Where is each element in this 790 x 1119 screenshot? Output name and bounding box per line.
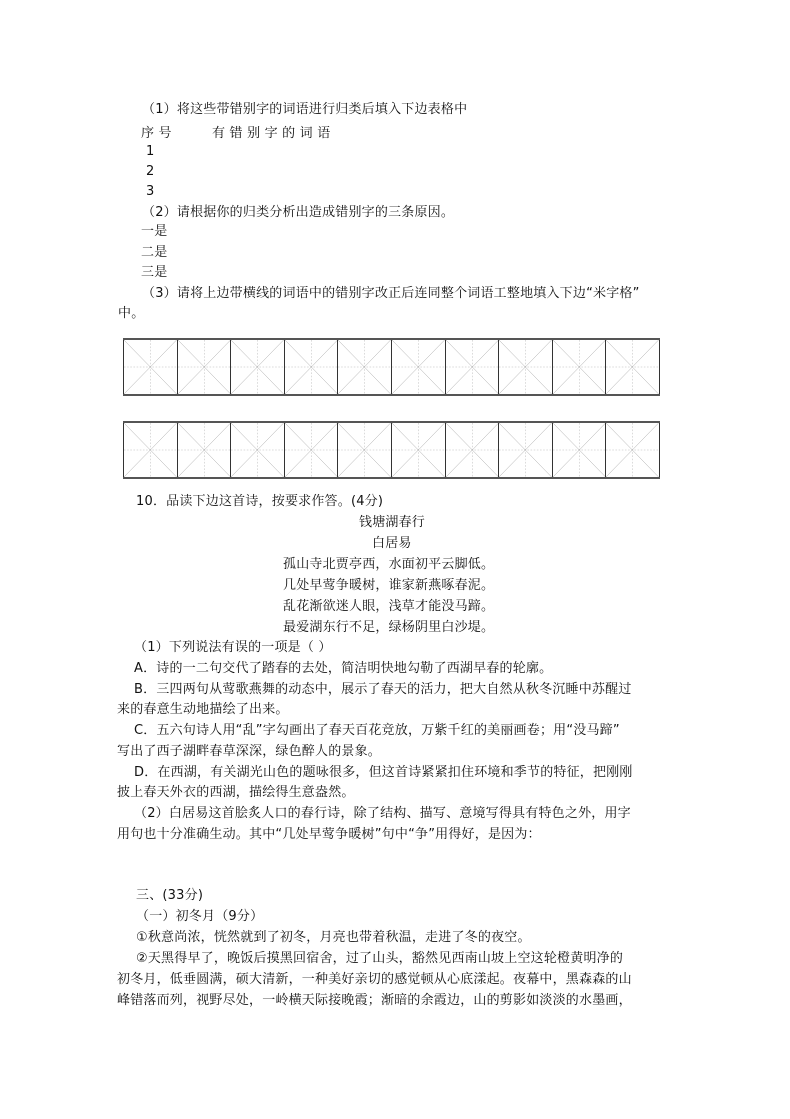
section-3-subheading: （一）初冬月（9分） xyxy=(136,909,264,924)
table-row-2: 2 xyxy=(146,164,155,179)
mizige-cell[interactable] xyxy=(337,423,391,477)
mizige-cell[interactable] xyxy=(552,340,606,394)
paragraph-2-line-2: 初冬月，低垂圆满，硕大清新，一种美好亲切的感觉顿从心底漾起。夜幕中，黑森森的山 xyxy=(117,972,632,987)
mizige-cell[interactable] xyxy=(177,340,231,394)
option-d-line-2: 披上春天外衣的西湖，描绘得生意盎然。 xyxy=(117,785,355,800)
mizige-cell[interactable] xyxy=(177,423,231,477)
poem-line-2: 几处早莺争暖树，谁家新燕啄春泥。 xyxy=(283,578,495,593)
option-a: A．诗的一二句交代了踏春的去处，简洁明快地勾勒了西湖早春的轮廓。 xyxy=(134,661,553,676)
question-3-line-1: （3）请将上边带横线的词语中的错别字改正后连同整个词语工整地填入下边“米字格” xyxy=(142,286,640,301)
question-1-text: （1）将这些带错别字的词语进行归类后填入下边表格中 xyxy=(142,102,468,117)
mizige-cell[interactable] xyxy=(284,423,338,477)
paragraph-1: ①秋意尚浓，恍然就到了初冬，月亮也带着秋温，走进了冬的夜空。 xyxy=(136,930,531,945)
mizige-cell[interactable] xyxy=(123,340,177,394)
mizige-cell[interactable] xyxy=(337,340,391,394)
poem-title: 钱塘湖春行 xyxy=(359,515,426,530)
mizige-cell[interactable] xyxy=(552,423,606,477)
reason-3: 三是 xyxy=(141,265,168,280)
option-b-line-1: B．三四两句从莺歌燕舞的动态中，展示了春天的活力，把大自然从秋冬沉睡中苏醒过 xyxy=(134,682,632,697)
question-2-text: （2）请根据你的归类分析出造成错别字的三条原因。 xyxy=(142,205,455,220)
mizige-cell[interactable] xyxy=(445,423,499,477)
question-10-title: 10．品读下边这首诗，按要求作答。(4分) xyxy=(136,494,384,509)
paragraph-2-line-1: ②天黑得早了，晚饭后摸黑回宿舍，过了山头，豁然见西南山坡上空这轮橙黄明净的 xyxy=(136,951,624,966)
poem-author: 白居易 xyxy=(372,536,412,551)
table-row-3: 3 xyxy=(146,184,155,199)
mizige-cell[interactable] xyxy=(498,423,552,477)
table-row-1: 1 xyxy=(146,144,155,159)
poem-line-3: 乱花渐欲迷人眼，浅草才能没马蹄。 xyxy=(283,599,495,614)
sub-question-2-line-2: 用句也十分准确生动。其中“几处早莺争暖树”句中“争”用得好，是因为： xyxy=(117,827,541,842)
option-d-line-1: D．在西湖，有关湖光山色的题咏很多，但这首诗紧紧扣住环境和季节的特征，把刚刚 xyxy=(134,765,633,780)
mizige-cell[interactable] xyxy=(391,423,445,477)
reason-2: 二是 xyxy=(141,245,168,260)
mizige-grid-row-1 xyxy=(123,338,660,396)
reason-1: 一是 xyxy=(141,224,168,239)
paragraph-2-line-3: 峰错落而列，视野尽处，一岭横天际接晚霞；渐暗的余霞边，山的剪影如淡淡的水墨画， xyxy=(117,993,632,1008)
sub-question-2-line-1: （2）白居易这首脍炙人口的春行诗，除了结构、描写、意境写得具有特色之外，用字 xyxy=(134,806,631,821)
mizige-cell[interactable] xyxy=(605,423,660,477)
section-3-heading: 三、(33分) xyxy=(136,888,204,903)
table-header-number: 序 号 xyxy=(141,126,172,141)
option-c-line-2: 写出了西子湖畔春草深深，绿色醉人的景象。 xyxy=(117,744,382,759)
poem-line-4: 最爱湖东行不足，绿杨阴里白沙堤。 xyxy=(283,620,495,635)
mizige-cell[interactable] xyxy=(605,340,660,394)
mizige-cell[interactable] xyxy=(123,423,177,477)
option-b-line-2: 来的春意生动地描绘了出来。 xyxy=(117,702,289,717)
poem-line-1: 孤山寺北贾亭西，水面初平云脚低。 xyxy=(283,557,495,572)
mizige-cell[interactable] xyxy=(284,340,338,394)
mizige-cell[interactable] xyxy=(230,340,284,394)
table-header-words: 有 错 别 字 的 词 语 xyxy=(212,126,331,141)
option-c-line-1: C．五六句诗人用“乱”字勾画出了春天百花竞放，万紫千红的美丽画卷；用“没马蹄” xyxy=(134,723,620,738)
mizige-grid-row-2 xyxy=(123,421,660,479)
sub-question-1: （1）下列说法有误的一项是（ ） xyxy=(134,640,332,655)
question-3-line-2: 中。 xyxy=(118,306,145,321)
mizige-cell[interactable] xyxy=(391,340,445,394)
mizige-cell[interactable] xyxy=(445,340,499,394)
mizige-cell[interactable] xyxy=(230,423,284,477)
mizige-cell[interactable] xyxy=(498,340,552,394)
